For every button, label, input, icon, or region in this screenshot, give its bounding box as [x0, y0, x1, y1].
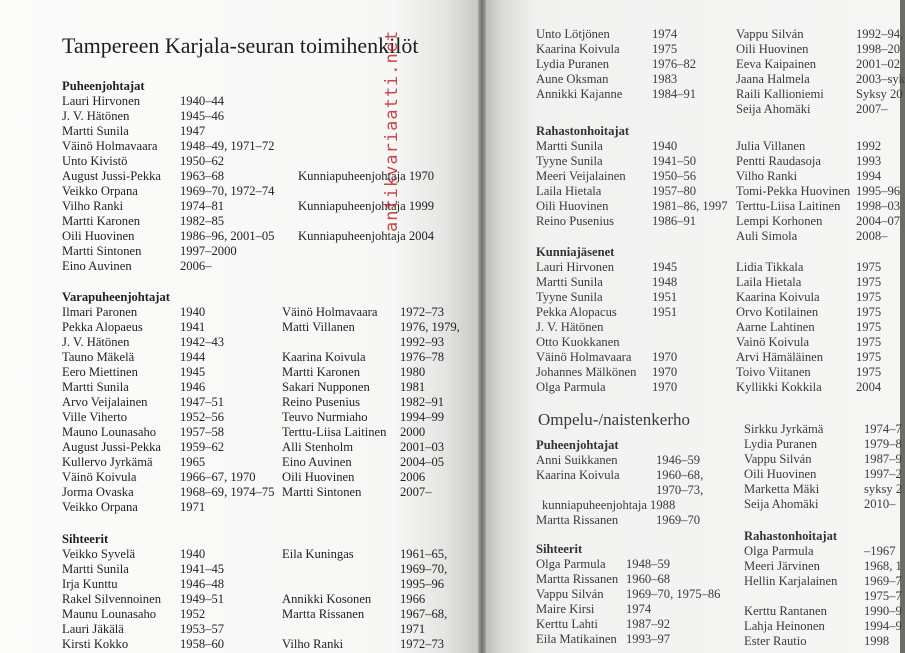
term-years: 1972–73 — [400, 305, 445, 319]
term-years: syksy 2 — [864, 482, 903, 496]
term-years: 2004–07 — [856, 214, 901, 228]
term-years: 1971 — [400, 622, 426, 636]
person-name: Veikko Orpana — [62, 500, 138, 514]
term-years: 1975 — [856, 260, 882, 274]
term-years: 1945 — [180, 365, 206, 379]
person-name: Vilho Ranki — [282, 637, 344, 651]
person-name: Aune Oksman — [536, 72, 609, 86]
person-name: Arvo Veijalainen — [62, 395, 148, 409]
person-name: August Jussi-Pekka — [62, 440, 162, 454]
person-name: Vappu Silván — [536, 587, 604, 601]
person-name: Pentti Raudasoja — [736, 154, 821, 168]
person-name: Hellin Karjalainen — [744, 574, 838, 588]
term-years: 2000 — [400, 425, 426, 439]
person-name: Kullervo Jyrkämä — [62, 455, 153, 469]
person-name: Oili Huovinen — [62, 229, 135, 243]
person-name: Kunniapuheenjohtaja 1999 — [298, 199, 435, 213]
term-years: 1992–93 — [400, 335, 445, 349]
term-years: 1986–96, 2001–05 — [180, 229, 275, 243]
person-name: Unto Kivistö — [62, 154, 128, 168]
term-years: 1998 — [864, 634, 890, 648]
person-name: Auli Simola — [736, 229, 798, 243]
person-name: Veikko Orpana — [62, 184, 138, 198]
person-name: Kyllikki Kokkila — [736, 380, 822, 394]
person-name: Martta Rissanen — [536, 513, 619, 527]
term-years: 1974 — [626, 602, 652, 616]
person-name: Väinö Holmavaara — [282, 305, 378, 319]
person-name: Julia Villanen — [736, 139, 806, 153]
term-years: 1983 — [652, 72, 678, 86]
term-years: 1995–96 — [400, 577, 445, 591]
person-name: Oili Huovinen — [736, 42, 809, 56]
term-years: 1974–81 — [180, 199, 225, 213]
term-years: 2004 — [856, 380, 882, 394]
person-name: kunniapuheenjohtaja 1988 — [542, 498, 676, 512]
person-name: Kunniapuheenjohtaja 1970 — [298, 169, 435, 183]
person-name: Oili Huovinen — [282, 470, 355, 484]
person-name: Kirsti Kokko — [62, 637, 129, 651]
term-years: 1940 — [180, 547, 206, 561]
person-name: Irja Kunttu — [62, 577, 118, 591]
term-years: 2004–05 — [400, 455, 445, 469]
term-years: 2003–syk — [856, 72, 905, 86]
person-name: Vappu Silván — [736, 27, 804, 41]
person-name: Pekka Alopaeus — [62, 320, 143, 334]
term-years: 1970 — [652, 365, 678, 379]
section-heading: Kunniajäsenet — [536, 245, 615, 259]
term-years: 1975 — [856, 335, 882, 349]
term-years: –1967 — [864, 544, 896, 558]
person-name: Eino Auvinen — [282, 455, 352, 469]
person-name: Eila Matikainen — [536, 632, 617, 646]
person-name: Unto Lötjönen — [536, 27, 610, 41]
person-name: Ester Rautio — [744, 634, 807, 648]
term-years: 1975 — [856, 290, 882, 304]
term-years: 1957–58 — [180, 425, 225, 439]
person-name: Aarne Lahtinen — [736, 320, 815, 334]
person-name: J. V. Hätönen — [536, 320, 604, 334]
section-heading: Sihteerit — [536, 542, 583, 556]
person-name: Mauno Lounasaho — [62, 425, 157, 439]
person-name: Anni Suikkanen — [536, 453, 618, 467]
person-name: Eino Auvinen — [62, 259, 132, 273]
person-name: Martta Rissanen — [536, 572, 619, 586]
term-years: 1968–69, 1974–75 — [180, 485, 275, 499]
book-gutter — [478, 0, 486, 653]
term-years: 1968, 1 — [864, 559, 902, 573]
term-years: 1979–8 — [864, 437, 902, 451]
term-years: 1974 — [652, 27, 678, 41]
term-years: 1947–51 — [180, 395, 225, 409]
person-name: Pekka Alopacus — [536, 305, 617, 319]
person-name: Johannes Mälkönen — [536, 365, 637, 379]
term-years: 1948–59 — [626, 557, 671, 571]
term-years: 1982–91 — [400, 395, 445, 409]
person-name: Tomi-Pekka Huovinen — [736, 184, 851, 198]
person-name: Marketta Mäki — [744, 482, 820, 496]
person-name: Terttu-Liisa Laitinen — [736, 199, 841, 213]
term-years: 1993–97 — [626, 632, 671, 646]
person-name: Lydia Puranen — [536, 57, 610, 71]
person-name: Kaarina Koivula — [282, 350, 366, 364]
person-name: Sakari Nupponen — [282, 380, 370, 394]
watermark: antikvariaatti.net — [382, 29, 402, 232]
person-name: Olga Parmula — [744, 544, 814, 558]
term-years: 1960–68 — [626, 572, 671, 586]
term-years: 1960–68, — [656, 468, 704, 482]
term-years: 1981–86, 1997 — [652, 199, 728, 213]
person-name: Lidia Tikkala — [736, 260, 804, 274]
person-name: Martti Karonen — [62, 214, 140, 228]
term-years: 1948–49, 1971–72 — [180, 139, 275, 153]
person-name: Martti Sunila — [62, 124, 129, 138]
term-years: 1970 — [652, 350, 678, 364]
person-name: Terttu-Liisa Laitinen — [282, 425, 387, 439]
person-name: Eero Miettinen — [62, 365, 138, 379]
person-name: Rakel Silvennoinen — [62, 592, 161, 606]
section-heading: Rahastonhoitajat — [536, 124, 630, 138]
term-years: 2010– — [864, 497, 896, 511]
term-years: 2008– — [856, 229, 888, 243]
term-years: 1941–50 — [652, 154, 697, 168]
term-years: 1975 — [856, 275, 882, 289]
term-years: 1946–59 — [656, 453, 701, 467]
term-years: 1946 — [180, 380, 206, 394]
person-name: Veikko Syvelä — [62, 547, 136, 561]
person-name: J. V. Hätönen — [62, 109, 130, 123]
term-years: 1975 — [856, 350, 882, 364]
person-name: Ville Viherto — [62, 410, 128, 424]
section-heading: Sihteerit — [62, 532, 109, 546]
page-title: Tampereen Karjala-seuran toimihenkilöt — [62, 33, 419, 58]
person-name: Otto Kuokkanen — [536, 335, 620, 349]
term-years: 1994 — [856, 169, 882, 183]
person-name: Kerttu Lahti — [536, 617, 598, 631]
section-heading: Puheenjohtajat — [536, 438, 619, 452]
person-name: Laila Hietala — [536, 184, 602, 198]
term-years: 1994–9 — [864, 619, 902, 633]
person-name: Lydia Puranen — [744, 437, 818, 451]
term-years: 1981 — [400, 380, 426, 394]
term-years: 1946–48 — [180, 577, 225, 591]
person-name: Lauri Jäkälä — [62, 622, 124, 636]
term-years: 1941 — [180, 320, 206, 334]
person-name: Vilho Ranki — [62, 199, 124, 213]
person-name: Olga Parmula — [536, 380, 606, 394]
term-years: 1966 — [400, 592, 426, 606]
person-name: Martti Sintonen — [282, 485, 362, 499]
person-name: Eila Kuningas — [282, 547, 354, 561]
term-years: 1953–57 — [180, 622, 225, 636]
person-name: Oili Huovinen — [536, 199, 609, 213]
term-years: 1947 — [180, 124, 206, 138]
term-years: 1976, 1979, — [400, 320, 460, 334]
term-years: 1997–2000 — [180, 244, 237, 258]
person-name: Ilmari Paronen — [62, 305, 138, 319]
person-name: Annikki Kosonen — [282, 592, 372, 606]
term-years: 1951 — [652, 305, 678, 319]
person-name: Jorma Ovaska — [62, 485, 134, 499]
section-title: Ompelu-/naistenkerho — [538, 410, 691, 429]
term-years: 1957–80 — [652, 184, 697, 198]
person-name: Lauri Hirvonen — [62, 94, 140, 108]
term-years: 1982–85 — [180, 214, 225, 228]
person-name: Kaarina Koivula — [536, 42, 620, 56]
person-name: Martta Rissanen — [282, 607, 365, 621]
term-years: 1984–91 — [652, 87, 697, 101]
term-years: 1972–73 — [400, 637, 445, 651]
term-years: 2001–02 — [856, 57, 901, 71]
term-years: 1986–91 — [652, 214, 697, 228]
term-years: 2007– — [400, 485, 432, 499]
term-years: 1975 — [856, 305, 882, 319]
term-years: 1944 — [180, 350, 206, 364]
term-years: 1993 — [856, 154, 882, 168]
term-years: 1998–03 — [856, 199, 901, 213]
term-years: 1950–62 — [180, 154, 225, 168]
term-years: 1995–96 — [856, 184, 901, 198]
person-name: Väinö Holmavaara — [62, 139, 158, 153]
person-name: Martti Sintonen — [62, 244, 142, 258]
term-years: 1997–2 — [864, 467, 902, 481]
person-name: Annikki Kajanne — [536, 87, 623, 101]
person-name: Väinö Holmavaara — [536, 350, 632, 364]
term-years: 1958–60 — [180, 637, 225, 651]
section-heading: Rahastonhoitajat — [744, 529, 838, 543]
term-years: 1952 — [180, 607, 206, 621]
person-name: Kerttu Rantanen — [744, 604, 827, 618]
section-heading: Varapuheenjohtajat — [62, 290, 170, 304]
term-years: 1950–56 — [652, 169, 697, 183]
person-name: Maire Kirsi — [536, 602, 595, 616]
person-name: Arvi Hämäläinen — [736, 350, 824, 364]
term-years: 1951 — [652, 290, 678, 304]
term-years: 2006 — [400, 470, 426, 484]
person-name: Meeri Veijalainen — [536, 169, 626, 183]
person-name: Tyyne Sunila — [536, 290, 603, 304]
term-years: 1945 — [652, 260, 678, 274]
person-name: Martti Sunila — [62, 380, 129, 394]
right-page — [486, 0, 905, 653]
term-years: 1961–65, — [400, 547, 448, 561]
term-years: 1949–51 — [180, 592, 225, 606]
person-name: Oili Huovinen — [744, 467, 817, 481]
person-name: Maunu Lounasaho — [62, 607, 157, 621]
term-years: 1965 — [180, 455, 206, 469]
person-name: Toivo Viitanen — [736, 365, 811, 379]
term-years: 2007– — [856, 102, 888, 116]
term-years: 1966–67, 1970 — [180, 470, 256, 484]
person-name: Meeri Järvinen — [744, 559, 820, 573]
person-name: Teuvo Nurmiaho — [282, 410, 368, 424]
term-years: 1969–70, 1972–74 — [180, 184, 275, 198]
term-years: 1969–70, 1975–86 — [626, 587, 721, 601]
term-years: 1969–70, — [400, 562, 448, 576]
person-name: Reino Pusenius — [536, 214, 615, 228]
term-years: 1969–70 — [656, 513, 701, 527]
term-years: 1967–68, — [400, 607, 448, 621]
term-years: 1998–20 — [856, 42, 901, 56]
term-years: 1980 — [400, 365, 426, 379]
person-name: Tyyne Sunila — [536, 154, 603, 168]
person-name: Reino Pusenius — [282, 395, 361, 409]
term-years: 1948 — [652, 275, 678, 289]
term-years: 1976–78 — [400, 350, 445, 364]
term-years: 1974–7 — [864, 422, 902, 436]
term-years: 1992 — [856, 139, 882, 153]
person-name: Seija Ahomäki — [744, 497, 819, 511]
term-years: 1975–7 — [864, 589, 902, 603]
person-name: Lahja Heinonen — [744, 619, 825, 633]
person-name: Martti Sunila — [536, 139, 603, 153]
person-name: Lempi Korhonen — [736, 214, 823, 228]
term-years: 1990–9 — [864, 604, 902, 618]
term-years: 1942–43 — [180, 335, 225, 349]
term-years: 1992–94, — [856, 27, 904, 41]
person-name: Matti Villanen — [282, 320, 355, 334]
person-name: Vainö Koivula — [736, 335, 810, 349]
term-years: 1941–45 — [180, 562, 225, 576]
term-years: 2006– — [180, 259, 212, 273]
term-years: 1963–68 — [180, 169, 225, 183]
term-years: 1959–62 — [180, 440, 225, 454]
term-years: 1952–56 — [180, 410, 225, 424]
term-years: 1940 — [180, 305, 206, 319]
person-name: Eeva Kaipainen — [736, 57, 817, 71]
term-years: 1940–44 — [180, 94, 225, 108]
term-years: 1975 — [856, 365, 882, 379]
person-name: J. V. Hätönen — [62, 335, 130, 349]
person-name: Seija Ahomäki — [736, 102, 811, 116]
term-years: Syksy 20 — [856, 87, 903, 101]
person-name: Martti Karonen — [282, 365, 360, 379]
person-name: Jaana Halmela — [736, 72, 810, 86]
term-years: 1987–92 — [626, 617, 671, 631]
term-years: 1970–73, — [656, 483, 704, 497]
person-name: Olga Parmula — [536, 557, 606, 571]
term-years: 1994–99 — [400, 410, 445, 424]
section-heading: Puheenjohtajat — [62, 79, 145, 93]
term-years: 1940 — [652, 139, 678, 153]
term-years: 1945–46 — [180, 109, 225, 123]
term-years: 1975 — [652, 42, 678, 56]
person-name: Vilho Ranki — [736, 169, 798, 183]
term-years: 1987–9 — [864, 452, 902, 466]
person-name: Alli Stenholm — [282, 440, 354, 454]
term-years: 1970 — [652, 380, 678, 394]
person-name: Kaarina Koivula — [736, 290, 820, 304]
person-name: Raili Kallioniemi — [736, 87, 824, 101]
person-name: Kaarina Koivula — [536, 468, 620, 482]
term-years: 1976–82 — [652, 57, 697, 71]
person-name: Tauno Mäkelä — [62, 350, 135, 364]
term-years: 1975 — [856, 320, 882, 334]
term-years: 1971 — [180, 500, 206, 514]
term-years: 2001–03 — [400, 440, 445, 454]
person-name: Sirkku Jyrkämä — [744, 422, 824, 436]
person-name: Martti Sunila — [62, 562, 129, 576]
person-name: August Jussi-Pekka — [62, 169, 162, 183]
person-name: Kunniapuheenjohtaja 2004 — [298, 229, 435, 243]
person-name: Martti Sunila — [536, 275, 603, 289]
person-name: Väinö Koivula — [62, 470, 137, 484]
person-name: Laila Hietala — [736, 275, 802, 289]
person-name: Vappu Silván — [744, 452, 812, 466]
person-name: Lauri Hirvonen — [536, 260, 614, 274]
term-years: 1969–7 — [864, 574, 902, 588]
person-name: Orvo Kotilainen — [736, 305, 819, 319]
